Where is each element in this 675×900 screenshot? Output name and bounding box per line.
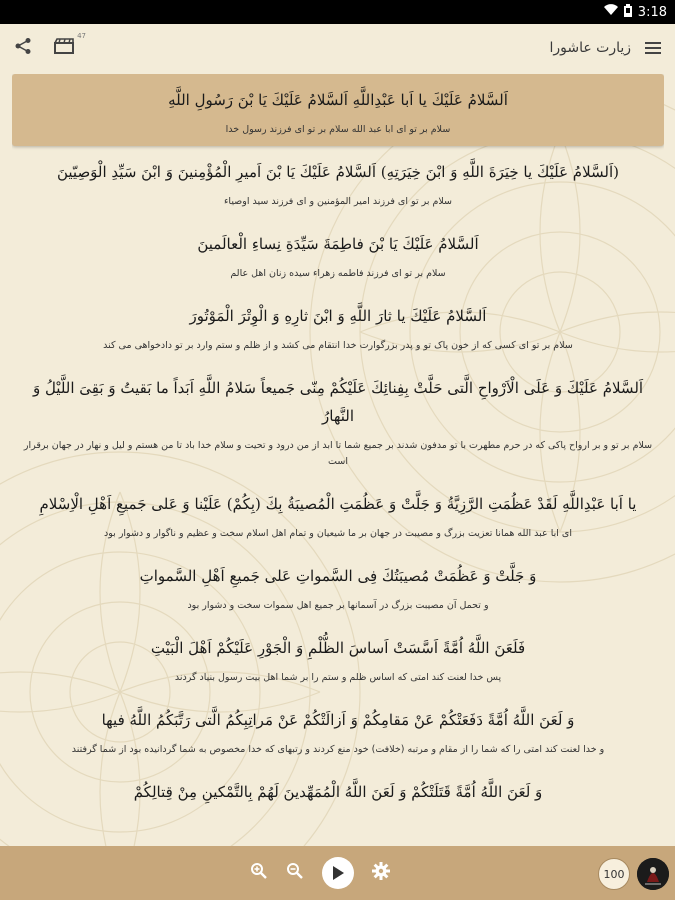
verse-item[interactable] [12, 290, 664, 362]
verse-item[interactable] [12, 146, 664, 218]
verse-translation-text: و خدا لعنت کند امتی را که شما را از مقام و مرتبه (خلافت) خود منع کردند و رتبهای که خدا مخصوص به شما گردانیده بود از شما گرفتند [71, 744, 605, 755]
battery-icon [624, 4, 632, 21]
verse-translation-text: سلام بر تو و بر ارواح پاکی که در حرم مطهرت با تو مدفون شدند بر جمیع شما تا ابد از من درود و تحیت و سلام خدا باد تا من هستم و لیل و نهار در جهان برقرار است [23, 440, 653, 467]
zoom-in-icon [250, 862, 268, 880]
share-icon[interactable] [14, 37, 32, 59]
verse-translation-text: سلام بر تو ای فرزند امیر المؤمنین و ای فرزند سید اوصیاء [223, 196, 453, 207]
page-title: زیارت عاشورا [549, 40, 631, 56]
verse-item[interactable] [12, 622, 664, 694]
verse-translation-text: سلام بر تو ای کسی که از خون پاک تو و پدر بزرگوارت خدا انتقام می کشد و از ظلم و ستم وارد بر تو دادخواهی می کند [103, 340, 573, 351]
bottom-bar [0, 846, 675, 900]
verse-arabic-text: وَ لَعَنَ اللَّهُ اُمَّةً قَتَلَتْكُمْ وَ لَعَنَ اللَّهُ الْمُمَهِّدينَ لَهُمْ بِالتَّمْكينِ مِنْ قِتالِكُمْ [133, 783, 543, 801]
verse-list[interactable] [12, 74, 664, 846]
settings-button[interactable] [372, 862, 390, 884]
wifi-icon [604, 4, 618, 20]
verse-translation-text: پس خدا لعنت کند امتی که اساس ظلم و ستم را بر شما اهل بیت رسول بنیاد گردند [174, 672, 502, 683]
gear-icon [372, 862, 390, 880]
hamburger-menu-icon[interactable] [645, 42, 661, 54]
verse-arabic-text: يا اَبا عَبْدِاللَّهِ لَقَدْ عَظُمَتِ الرَّزِيَّةُ وَ جَلَّتْ وَ عَظُمَتِ الْمُصيبَةُ بِكَ (بِكُمْ) عَلَيْنا وَ عَلى جَميعِ اَهْلِ الْاِسْلامِ [39, 495, 637, 513]
reciter-image-icon [637, 858, 669, 890]
cinema-button[interactable] [54, 32, 86, 58]
zoom-out-icon [286, 862, 304, 880]
play-button[interactable] [322, 857, 354, 889]
verse-item[interactable] [12, 74, 664, 146]
counter-badge[interactable]: 100 [598, 858, 630, 890]
verse-item[interactable] [12, 550, 664, 622]
play-icon [331, 865, 345, 881]
verse-arabic-text: فَلَعَنَ اللَّهُ اُمَّةً اَسَّسَتْ اَساسَ الظُّلْمِ وَ الْجَوْرِ عَلَيْكُمْ اَهْلَ الْبَيْتِ [150, 639, 526, 657]
verse-item[interactable] [12, 478, 664, 550]
verse-arabic-text: اَلسَّلامُ عَلَيْكَ يا اَبا عَبْدِاللَّهِ اَلسَّلامُ عَلَيْكَ يَا بْنَ رَسُولِ اللَّهِ [168, 91, 508, 109]
badge-count: 47 [77, 32, 86, 40]
verse-item[interactable] [12, 694, 664, 766]
verse-item[interactable] [12, 766, 664, 814]
verse-arabic-text: وَ جَلَّتْ وَ عَظُمَتْ مُصيبَتُكَ فِى السَّمواتِ عَلى جَميعِ اَهْلِ السَّمواتِ [139, 567, 537, 585]
status-time: 3:18 [637, 4, 667, 20]
verse-arabic-text: (اَلسَّلامُ عَلَيْكَ يا خِيَرَةَ اللَّهِ وَ ابْنَ خِيَرَتِهِ) اَلسَّلامُ عَلَيْكَ يَا بْنَ اَميرِ الْمُؤْمِنينَ وَ ابْنَ سَيِّدِ الْوَصِيّينَ [56, 163, 620, 181]
zoom-in-button[interactable] [250, 862, 268, 884]
verse-arabic-text: اَلسَّلامُ عَلَيْكَ يا ثارَ اللَّهِ وَ ابْنَ ثارِهِ وَ الْوِتْرَ الْمَوْتُورَ [189, 307, 487, 325]
verse-arabic-text: اَلسَّلامُ عَلَيْكَ يَا بْنَ فاطِمَةَ سَيِّدَةِ نِساءِ الْعالَمينَ [197, 235, 479, 253]
reciter-avatar[interactable] [637, 858, 669, 890]
verse-translation-text: سلام بر تو ای فرزند فاطمه زهراء سیده زنان اهل عالم [230, 268, 446, 279]
status-bar [0, 0, 675, 24]
verse-translation-text: و تحمل آن مصیبت بزرگ در آسمانها بر جمیع اهل سموات سخت و دشوار بود [187, 600, 489, 611]
film-icon [54, 38, 74, 54]
app-bar [0, 24, 675, 72]
verse-translation-text: سلام بر تو ای ابا عبد الله سلام بر تو ای فرزند رسول خدا [225, 124, 451, 135]
verse-item[interactable] [12, 218, 664, 290]
verse-arabic-text: وَ لَعَنَ اللَّهُ اُمَّةً دَفَعَتْكُمْ عَنْ مَقامِكُمْ وَ اَزالَتْكُمْ عَنْ مَراتِبِكُمُ الَّتى رَتَّبَكُمُ اللَّهُ فيها [101, 711, 575, 729]
verse-translation-text: ای ابا عبد الله همانا تعزیت بزرگ و مصیبت در جهان بر ما شیعیان و تمام اهل اسلام سخت و عظیم و ناگوار و دشوار بود [104, 528, 572, 539]
verse-arabic-text: اَلسَّلامُ عَلَيْكَ وَ عَلَى الْاَرْواحِ الَّتى حَلَّتْ بِفِنائِكَ عَلَيْكُمْ مِنّى جَميعاً سَلامُ اللَّهِ اَبَداً ما بَقيتُ وَ بَقِىَ اللَّيْلُ وَ النَّهارُ [32, 379, 644, 425]
zoom-out-button[interactable] [286, 862, 304, 884]
verse-item[interactable] [12, 362, 664, 478]
